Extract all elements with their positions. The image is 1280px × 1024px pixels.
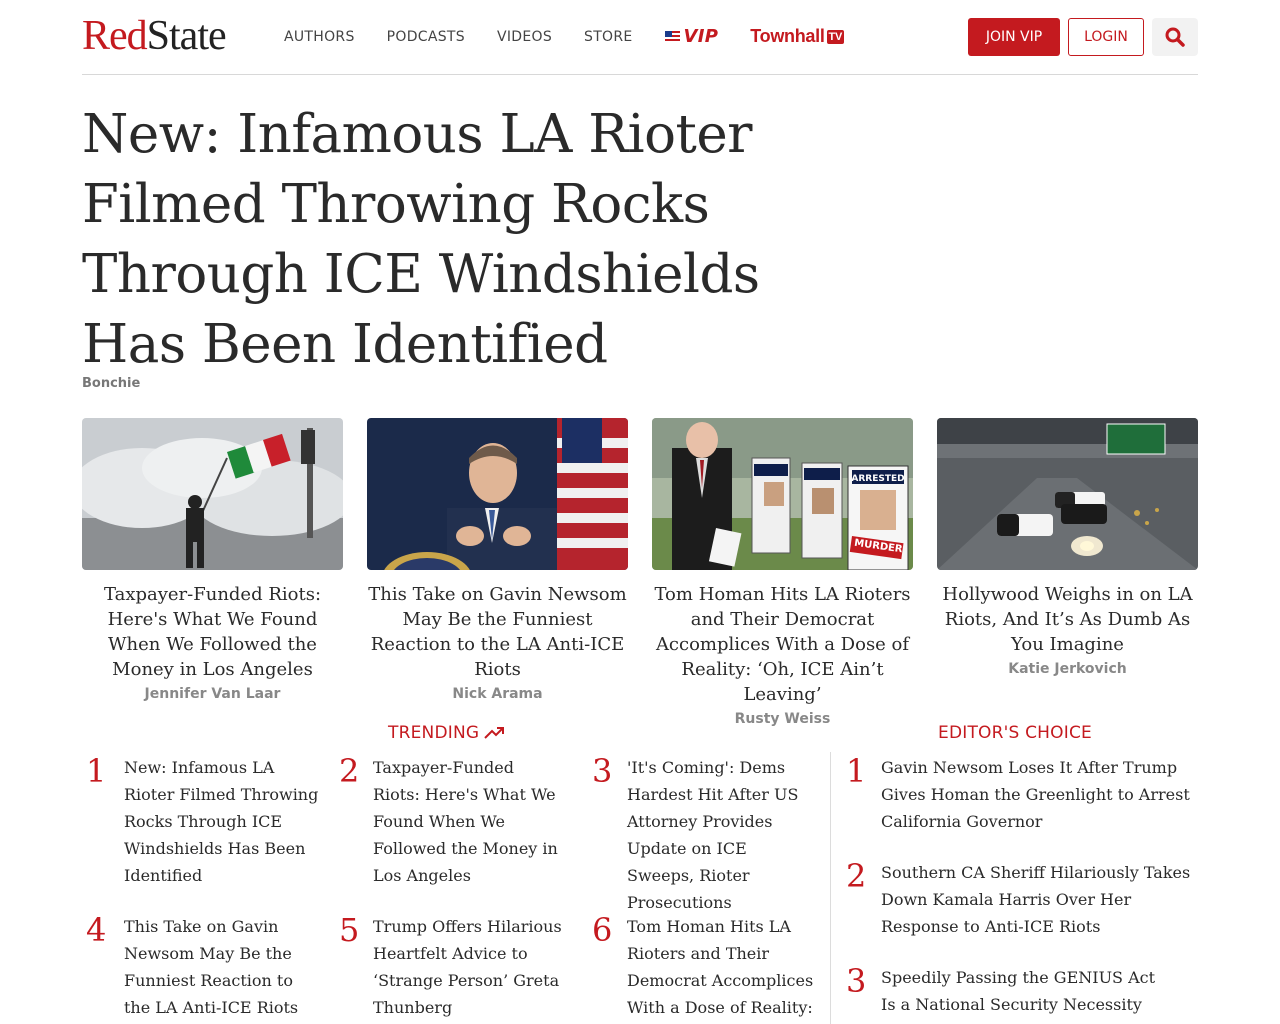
story-author[interactable]: Rusty Weiss	[734, 711, 831, 727]
editors-choice-title[interactable]: Southern CA Sheriff Hilariously Takes Down Kamala Harris Over Her Response to Anti-ICE Riots	[881, 863, 1191, 936]
story-author[interactable]: Jennifer Van Laar	[144, 686, 281, 702]
rank-number: 2	[846, 857, 867, 895]
story-thumbnail-newsom[interactable]	[367, 418, 628, 570]
editors-choice-title[interactable]: Speedily Passing the GENIUS Act Is a National Security Necessity	[881, 968, 1156, 1014]
rank-number: 6	[592, 911, 613, 949]
trending-item[interactable]	[86, 754, 326, 889]
story-card[interactable]	[82, 418, 343, 727]
main-nav	[284, 26, 876, 47]
sign-arrested-text: ARRESTED	[851, 474, 905, 484]
trending-item[interactable]	[592, 913, 822, 1021]
trending-item-title[interactable]: Trump Offers Hilarious Heartfelt Advice to ‘Strange Person’ Greta Thunberg	[373, 917, 562, 1017]
editors-choice-item[interactable]	[846, 964, 1206, 1018]
search-button[interactable]	[1152, 18, 1198, 56]
nav-store[interactable]: STORE	[584, 28, 633, 45]
login-button[interactable]: LOGIN	[1068, 18, 1144, 56]
story-thumbnail-riot[interactable]	[82, 418, 343, 570]
trending-heading	[388, 723, 506, 743]
story-title[interactable]: This Take on Gavin Newsom May Be the Funniest Reaction to the LA Anti-ICE Riots	[368, 584, 627, 680]
rank-number: 4	[86, 911, 107, 949]
nav-authors[interactable]: AUTHORS	[284, 28, 355, 45]
logo-dark-text: State	[146, 13, 226, 59]
story-card[interactable]	[652, 418, 913, 727]
trending-item-title[interactable]: Tom Homan Hits LA Rioters and Their Democrat Accomplices With a Dose of Reality:	[627, 917, 814, 1017]
featured-stories	[82, 418, 1198, 727]
site-header	[82, 0, 1198, 75]
rank-number: 5	[339, 911, 360, 949]
trending-label: TRENDING	[388, 723, 480, 743]
story-author[interactable]: Katie Jerkovich	[1008, 661, 1127, 677]
sign-murder-text: MURDER	[853, 537, 904, 556]
column-divider	[830, 752, 831, 1024]
article-author[interactable]: Bonchie	[82, 376, 141, 391]
trending-item[interactable]	[86, 913, 326, 1021]
join-vip-button[interactable]: JOIN VIP	[968, 18, 1060, 56]
trending-item[interactable]	[339, 913, 569, 1021]
us-flag-icon	[665, 31, 680, 42]
trending-item[interactable]	[339, 754, 569, 889]
logo-red-text: Red	[82, 13, 147, 59]
editors-choice-item[interactable]	[846, 859, 1206, 940]
rank-number: 1	[846, 752, 867, 790]
article-headline[interactable]: New: Infamous LA Rioter Filmed Throwing Rocks Through ICE Windshields Has Been Identified	[82, 104, 760, 375]
vip-label: VIP	[683, 26, 719, 47]
rank-number: 2	[339, 752, 360, 790]
rank-number: 3	[846, 962, 867, 1000]
story-card[interactable]	[367, 418, 628, 727]
rank-number: 3	[592, 752, 613, 790]
story-thumbnail-homan[interactable]	[652, 418, 913, 570]
nav-vip[interactable]	[665, 26, 719, 47]
trending-item-title[interactable]: Taxpayer-Funded Riots: Here's What We Found When We Followed the Money in Los Angeles	[373, 758, 558, 885]
story-title[interactable]: Hollywood Weighs in on LA Riots, And It’s As Dumb As You Imagine	[942, 584, 1193, 655]
search-icon	[1165, 27, 1185, 47]
story-title[interactable]: Taxpayer-Funded Riots: Here's What We Found When We Followed the Money in Los Angeles	[103, 584, 322, 680]
site-logo[interactable]	[82, 14, 226, 58]
trending-up-icon	[484, 726, 506, 740]
story-thumbnail-freeway[interactable]	[937, 418, 1198, 570]
trending-item-title[interactable]: New: Infamous LA Rioter Filmed Throwing Rocks Through ICE Windshields Has Been Identified	[124, 758, 319, 885]
townhall-label: Townhall	[750, 26, 825, 46]
trending-item[interactable]	[592, 754, 822, 916]
nav-podcasts[interactable]: PODCASTS	[386, 28, 465, 45]
story-card[interactable]	[937, 418, 1198, 727]
trending-item-title[interactable]: 'It's Coming': Dems Hardest Hit After US Attorney Provides Update on ICE Sweeps, Rioter Prosecutions	[627, 758, 799, 912]
tv-label: TV	[828, 30, 843, 43]
editors-choice-title[interactable]: Gavin Newsom Loses It After Trump Gives Homan the Greenlight to Arrest California Governor	[881, 758, 1190, 831]
story-author[interactable]: Nick Arama	[452, 686, 543, 702]
editors-choice-item[interactable]	[846, 754, 1206, 835]
nav-videos[interactable]: VIDEOS	[496, 28, 553, 45]
trending-item-title[interactable]: This Take on Gavin Newsom May Be the Funniest Reaction to the LA Anti-ICE Riots	[124, 917, 299, 1017]
rank-number: 1	[86, 752, 107, 790]
story-title[interactable]: Tom Homan Hits LA Rioters and Their Democrat Accomplices With a Dose of Reality: ‘Oh, ICE Ain’t Leaving’	[654, 584, 911, 705]
editors-choice-heading: EDITOR'S CHOICE	[938, 723, 1092, 743]
nav-townhall-tv[interactable]	[750, 26, 844, 47]
